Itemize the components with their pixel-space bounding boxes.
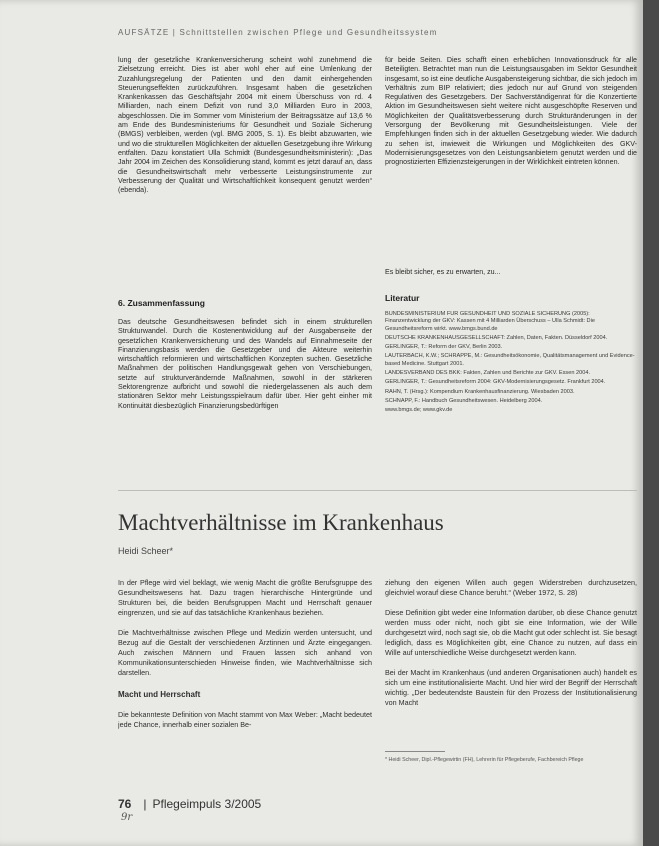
paragraph: Die Machtverhältnisse zwischen Pflege und Medizin werden untersucht, und Bezug auf die Gestalt der verschiedenen Ärztinnen und Ärzte eingegangen. Auch zwischen Männern und Frauen lassen sich anhand von Kommunikationsunterschieden Hinweise finden, wie Machtverhältnisse sich darstellen. [118, 628, 372, 677]
literature-list [385, 311, 637, 471]
literature-entry: GERLINGER, T.: Gesundheitsreform 2004: GKV-Modernisierungsgesetz. Frankfurt 2004. [385, 379, 606, 386]
column-top-left [118, 56, 372, 276]
paragraph: Bei der Macht im Krankenhaus (und anderen Organisationen auch) handelt es sich um eine institutionalisierte Macht. Und hier wird der Begriff der Herrschaft wichtig. „Der bedeutendste Baustein für den Prozess der Institutionalisierung von Macht [385, 668, 637, 707]
article-column-left [118, 578, 372, 784]
paragraph: Es bleibt sicher, es zu erwarten, zu... [385, 268, 501, 276]
literature-entry: RAHN, T. (Hrsg.): Kompendium Krankenhausfinanzierung. Wiesbaden 2003. [385, 388, 575, 395]
literature-entry: www.bmgs.de; www.gkv.de [385, 407, 453, 414]
paragraph: ziehung den eigenen Willen auch gegen Widerstreben durchzusetzen, gleichviel worauf diese Chance beruht.“ (Weber 1972, S. 28) [385, 578, 637, 597]
literature-entry: GERLINGER, T.: Reform der GKV, Berlin 2003. [385, 344, 503, 351]
paragraph: lung der gesetzliche Krankenversicherung scheint wohl zunehmend die Zielsetzung erreicht. Dies ist aber wohl eher auf eine Umlenkung der Zuzahlungsregelung der Patienten und den damit einhergehenden Steuerungseffekten zurückzuführen. Insgesamt haben die gesetzlichen Krankenkassen das Geschäftsjahr 2004 mit einem Überschuss von rd. 4 Milliarden, nach einem Defizit von rund 3,0 Milliarden Euro in 2003, abgeschlossen. Die im Sommer vom Ministerium der Beitragssätze auf 13,6 % am Ende des Bundesministeriums für Gesundheit und Soziale Sicherung (BMGS) verbleiben, werden (vgl. BMG 2005, S. 1). Es bleibt abzuwarten, wie und wo die strukturellen Möglichkeiten der aktuellen Gesetzgebung ihre Wirkung entfalten. Dazu konstatiert Ulla Schmidt (Bundesgesundheitsministerin): „Das Jahr 2004 im Zeichen des Konsolidierung stand, kommt es jetzt darauf an, dass die Gesundheitswirtschaft mehr verbesserte Leistungsinstrumente zur Verbesserung der Qualität und Wirtschaftlichkeit konsequent genutzt werden“ (ebenda). [118, 56, 372, 195]
divider [118, 490, 637, 491]
literature-entry: LANDESVERBAND DES BKK: Fakten, Zahlen und Berichte zur GKV. Essen 2004. [385, 370, 590, 377]
column-top-left-2 [118, 318, 372, 476]
footer-separator: | [143, 797, 147, 811]
paragraph: Das deutsche Gesundheitswesen befindet sich in einem strukturellen Strukturwandel. Durch die Kostenentwicklung auf der Ausgabenseite der gesetzlichen Krankenversicherung und des Wandels auf Einnahmeseite der Finanzierungsbasis werden die Gesetzgeber und die Akteure weiterhin wirtschaftlich reformieren und wirtschaftlichen Konzepten suchen. Gesetzliche Maßnahmen der politischen Handlungsgewalt gehen von Verschiebungen, setzte auf strukturverändernde Maßnahmen, sowohl in der stärkeren Sektorengrenze aufbricht und sowohl die niedergelassenen als auch dem stationären Sektor mehr Leistungsspielraum dafür über. Hier geht einher mit Kontinuität diesbezüglich Finanzierungsbedürftigen [118, 318, 372, 410]
literature-entry: SCHNAPP, F.: Handbuch Gesundheitswesen. Heidelberg 2004. [385, 397, 543, 404]
footnote-rule [385, 751, 445, 752]
article-title: Machtverhältnisse im Krankenhaus [118, 510, 444, 535]
paragraph: In der Pflege wird viel beklagt, wie wenig Macht die größte Berufsgruppe des Gesundheitswesens hat. Dazu tragen hierarchische Hintergründe und Strukturen bei, die beiden Berufsgruppen Macht und Herrschaft genauer eingrenzen, und sie auf das tatsächliche Krankenhaus beziehen. [118, 578, 372, 617]
paragraph: für beide Seiten. Dies schafft einen erheblichen Innovationsdruck für alle Beteiligten. Betrachtet man nun die Leistungsausgaben im Sektor Gesundheit insgesamt, so ist eine deutliche Ausgabensteigerung sichtbar, die sich jedoch im Verhältnis zum BIP relativiert; dies jedoch nur auf Grund von steigenden Regulativen des Gesetzgebers. Der Sachverständigenrat für die Konzertierte Aktion im Gesundheitswesen sieht weitere nicht ausgeschöpfte Reserven und Möglichkeiten der Qualitätsverbesserung durch Strukturänderungen in der Versorgung der Bevölkerung mit Gesundheitsleistungen. Viele der Empfehlungen finden sich in der aktuellen Gesetzgebung wieder. Wie dadurch zu sehen ist, inwieweit die Wirkungen und Möglichkeiten des GKV-Modernisierungsgesetzes von den Leistungsanbietern genutzt werden und die prognostizierten Effizienzsteigerungen in der Wirklichkeit eintreten können. [385, 56, 637, 167]
literature-heading: Literatur [385, 293, 420, 303]
page-footer [118, 797, 261, 811]
subheading: Macht und Herrschaft [118, 690, 201, 699]
page-number: 76 [118, 797, 132, 811]
journal-name: Pflegeimpuls 3/2005 [152, 797, 262, 811]
footnote: * Heidi Scheer, Dipl.-Pflegewirtin (FH), Lehrerin für Pflegeberufe, Fachbereich Pflege [385, 757, 584, 763]
column-top-right-2 [385, 268, 637, 280]
literature-entry: BUNDESMINISTERIUM FÜR GESUNDHEIT UND SOZIALE SICHERUNG (2005): Finanzentwicklung der GKV: Kassen mit 4 Milliarden Überschuss – Ulla Schmidt: Die Gesundheitsreform wirkt. www.bmgs.bund.de [385, 311, 595, 332]
literature-entry: LAUTERBACH, K.W.; SCHRAPPE, M.: Gesundheitsökonomie, Qualitätsmanagement und Evidence-based Medicine. Stuttgart 2001. [385, 353, 635, 367]
section-heading: 6. Zusammenfassung [118, 298, 205, 308]
running-head: AUFSÄTZE | Schnittstellen zwischen Pflege und Gesundheitssystem [118, 28, 438, 37]
column-top-right [385, 56, 637, 261]
article-author: Heidi Scheer* [118, 546, 174, 556]
paragraph: Diese Definition gibt weder eine Information darüber, ob diese Chance genutzt werden muss oder nicht, noch gibt sie eine Information, wie der Wille durchgesetzt wird, noch sagt sie, ob die Macht gut oder schlecht ist. Sie besagt lediglich, dass es Möglichkeiten gibt, eine Chance zu nutzen, auf dass ein Wille auf unterschiedliche Weise durchgesetzt werden kann. [385, 608, 637, 657]
literature-entry: DEUTSCHE KRANKENHAUSGESELLSCHAFT: Zahlen, Daten, Fakten. Düsseldorf 2004. [385, 334, 608, 341]
article-column-right [385, 578, 637, 746]
handwritten-annotation: 9r [121, 812, 133, 823]
paragraph: Die bekannteste Definition von Macht stammt von Max Weber: „Macht bedeutet jede Chance, innerhalb einer sozialen Be- [118, 710, 372, 729]
